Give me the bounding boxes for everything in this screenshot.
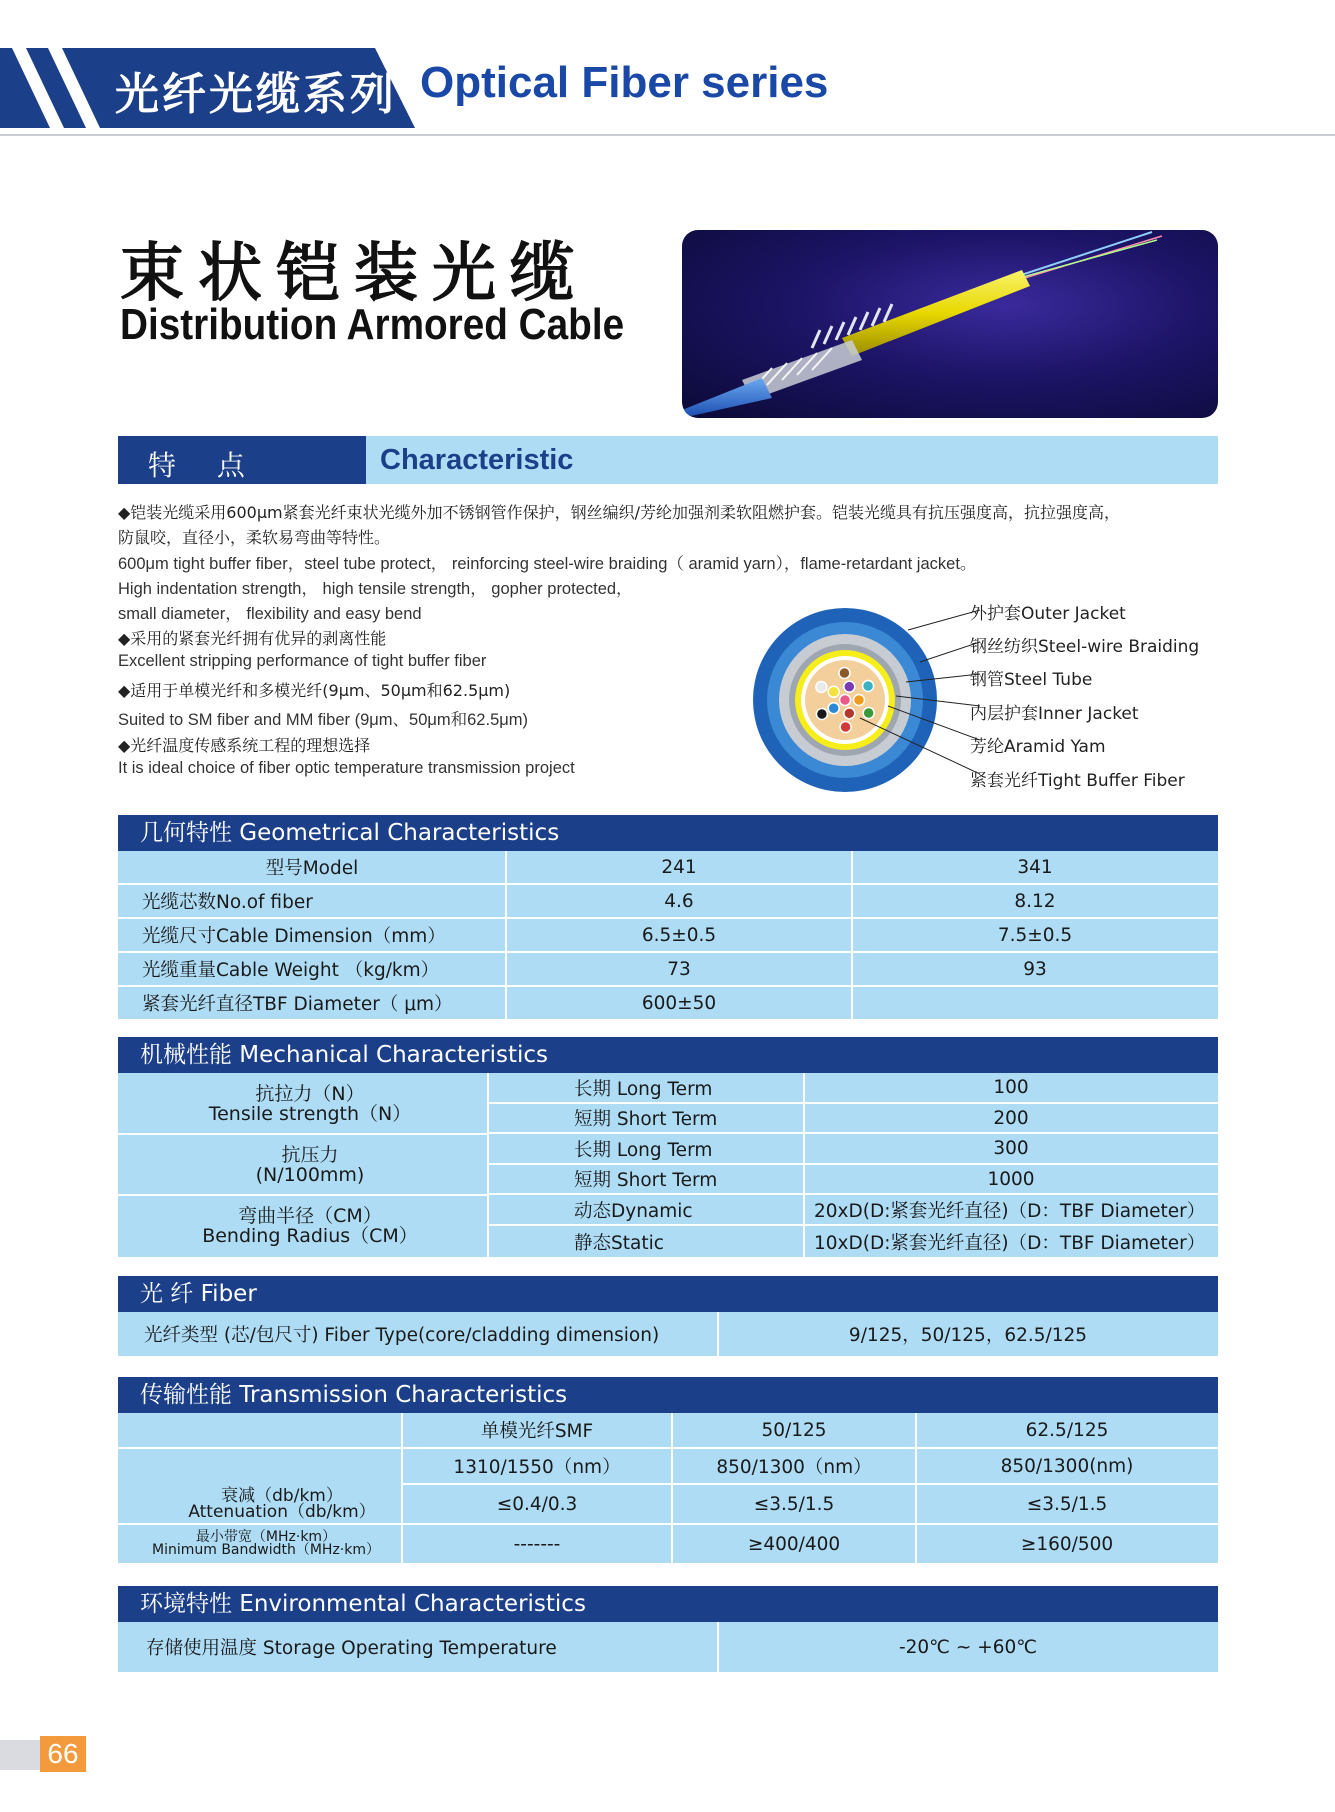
table-cell: 短期 Short Term	[574, 1109, 718, 1130]
label-steel-tube: 钢管Steel Tube	[970, 670, 1093, 690]
char-line: ◆适用于单模光纤和多模光纤(9μm、50μm和62.5μm)	[118, 681, 511, 700]
char-line: 防鼠咬，直径小，柔软易弯曲等特性。	[118, 528, 391, 547]
characteristic-label-en: Characteristic	[380, 444, 574, 476]
table-row	[488, 1165, 1218, 1195]
table-row	[402, 1449, 1218, 1485]
label-steel-wire-braiding: 钢丝纺织Steel-wire Braiding	[970, 637, 1200, 657]
table-row	[488, 1073, 1218, 1104]
fiber-core	[816, 708, 827, 719]
table-cell: 341	[1017, 856, 1053, 878]
bend-group-label: 弯曲半径（CM） Bending Radius（CM）	[202, 1205, 418, 1247]
environmental-table	[118, 1622, 1218, 1672]
table-cell: ≥400/400	[747, 1533, 841, 1555]
label-aramid-yarn: 芳纶Aramid Yam	[970, 737, 1106, 757]
fiber-core	[828, 703, 839, 714]
crush-group-label: 抗压力 (N/100mm)	[255, 1143, 365, 1186]
char-line: ◆光纤温度传感系统工程的理想选择	[118, 736, 371, 755]
fiber-core	[840, 721, 851, 732]
table-row	[118, 1622, 1218, 1672]
attenuation-label: 衰减（db/km） Attenuation（db/km）	[188, 1486, 376, 1522]
environmental-header: 环境特性 Environmental Characteristics	[118, 1586, 1218, 1622]
table-cell: 光缆尺寸Cable Dimension（mm）	[142, 926, 446, 947]
table-cell: 4.6	[664, 890, 694, 912]
char-line: Excellent stripping performance of tight buffer fiber	[118, 652, 487, 670]
table-cell: 600±50	[641, 992, 717, 1014]
product-title-cn: 束状铠装光缆	[120, 236, 588, 311]
table-cell: -------	[513, 1533, 561, 1555]
fiber-core	[863, 681, 874, 692]
table-row	[118, 1485, 1218, 1525]
header-divider	[0, 134, 1335, 136]
table-cell: 长期 Long Term	[574, 1078, 713, 1100]
table-cell: 300	[993, 1138, 1029, 1159]
char-line: ◆铠装光缆采用600μm紧套光纤束状光缆外加不锈钢管作保护，钢丝编织/芳纶加强剂柔软阻燃护套。铠装光缆具有抗压强度高，抗拉强度高，	[118, 503, 1121, 522]
table-cell	[852, 987, 1218, 1019]
char-line: small diameter， flexibility and easy bend	[118, 605, 422, 623]
table-cell: ≥160/500	[1020, 1533, 1114, 1555]
cable-photo	[682, 230, 1218, 418]
table-cell: 长期 Long Term	[574, 1139, 713, 1161]
char-line: It is ideal choice of fiber optic temperature transmission project	[118, 759, 575, 777]
table-cell: 9/125，50/125，62.5/125	[848, 1325, 1088, 1346]
label-outer-jacket: 外护套Outer Jacket	[970, 604, 1126, 624]
fiber-core	[816, 681, 827, 692]
char-line: Suited to SM fiber and MM fiber (9μm、50μm和62.5μm)	[118, 711, 528, 729]
table-row	[118, 851, 1218, 885]
table-cell: ≤3.5/1.5	[1026, 1493, 1108, 1515]
table-cell: 存储使用温度 Storage Operating Temperature	[146, 1638, 557, 1659]
fiber-core	[854, 695, 865, 706]
fiber-table	[118, 1312, 1218, 1356]
table-cell: 73	[667, 958, 691, 980]
table-cell: 10xD(D:紧套光纤直径)（D：TBF Diameter）	[814, 1232, 1206, 1254]
label-inner-jacket: 内层护套Inner Jacket	[970, 704, 1139, 724]
mechanical-header: 机械性能 Mechanical Characteristics	[118, 1037, 1218, 1073]
table-row	[488, 1134, 1218, 1165]
mechanical-table	[118, 1073, 1218, 1257]
table-row	[118, 953, 1218, 987]
table-cell: 1310/1550（nm）	[453, 1457, 621, 1478]
table-cell: 850/1300（nm）	[716, 1457, 872, 1478]
fiber-core	[863, 708, 874, 719]
table-row	[488, 1226, 1218, 1257]
geometrical-table	[118, 851, 1218, 1019]
table-cell: 100	[993, 1077, 1029, 1098]
table-cell: -20℃ ~ +60℃	[898, 1636, 1038, 1658]
table-cell: 6.5±0.5	[641, 924, 717, 946]
table-cell: 200	[993, 1107, 1029, 1129]
table-cell: 20xD(D:紧套光纤直径)（D：TBF Diameter）	[814, 1200, 1206, 1222]
fiber-core	[840, 695, 851, 706]
table-cell: 8.12	[1014, 890, 1056, 912]
table-cell: 241	[661, 856, 697, 878]
page-number: 66	[40, 1736, 86, 1772]
fiber-core	[844, 708, 855, 719]
table-row	[118, 987, 1218, 1019]
table-cell: 紧套光纤直径TBF Diameter（ μm）	[142, 994, 453, 1015]
table-row	[118, 1312, 1218, 1356]
table-cell: 93	[1023, 958, 1047, 980]
bandwidth-label: 最小带宽（MHz·km） Minimum Bandwidth（MHz·km）	[151, 1529, 380, 1558]
characteristic-label-cn: 特 点	[148, 449, 261, 482]
product-title-en: Distribution Armored Cable	[120, 300, 625, 349]
table-cell: ≤0.4/0.3	[496, 1493, 578, 1515]
series-title-cn: 光纤光缆系列	[115, 69, 397, 120]
table-cell: 62.5/125	[1025, 1419, 1109, 1441]
table-cell: 光缆重量Cable Weight （kg/km）	[142, 960, 440, 981]
table-row	[118, 885, 1218, 919]
table-cell: ≤3.5/1.5	[753, 1493, 835, 1515]
table-cell: 光缆芯数No.of fiber	[142, 892, 313, 913]
transmission-header: 传输性能 Transmission Characteristics	[118, 1377, 1218, 1413]
series-title-en: Optical Fiber series	[420, 58, 829, 107]
table-cell: 动态Dynamic	[574, 1200, 693, 1222]
char-line: High indentation strength， high tensile strength， gopher protected，	[118, 580, 633, 598]
table-cell: 型号Model	[265, 858, 359, 879]
fiber-core	[839, 668, 850, 679]
fiber-header: 光 纤 Fiber	[118, 1276, 1218, 1312]
cable-cross-section	[730, 590, 980, 810]
table-row	[118, 1525, 1218, 1563]
table-cell: 50/125	[761, 1419, 827, 1441]
fiber-core	[828, 686, 839, 697]
char-line: ◆采用的紧套光纤拥有优异的剥离性能	[118, 629, 387, 648]
tensile-group-label: 抗拉力（N） Tensile strength（N）	[208, 1082, 412, 1125]
table-cell: 1000	[987, 1168, 1035, 1190]
table-cell: 850/1300(nm)	[1000, 1455, 1134, 1477]
transmission-table	[118, 1413, 1218, 1563]
table-row	[118, 1413, 1218, 1449]
table-row	[488, 1104, 1218, 1134]
fiber-core	[844, 681, 855, 692]
table-cell: 7.5±0.5	[997, 924, 1073, 946]
table-cell: 短期 Short Term	[574, 1170, 718, 1191]
table-cell: 静态Static	[574, 1232, 664, 1254]
char-line: 600μm tight buffer fiber，steel tube protect， reinforcing steel-wire braiding（ aramid yarn），flame-retardant jacket。	[118, 555, 977, 573]
table-cell: 光纤类型 (芯/包尺寸) Fiber Type(core/cladding dimension)	[144, 1325, 660, 1346]
table-cell: 单模光纤SMF	[480, 1421, 594, 1442]
table-row	[488, 1195, 1218, 1226]
table-row	[118, 919, 1218, 953]
geometrical-header: 几何特性 Geometrical Characteristics	[118, 815, 1218, 851]
label-tight-buffer-fiber: 紧套光纤Tight Buffer Fiber	[970, 771, 1185, 791]
